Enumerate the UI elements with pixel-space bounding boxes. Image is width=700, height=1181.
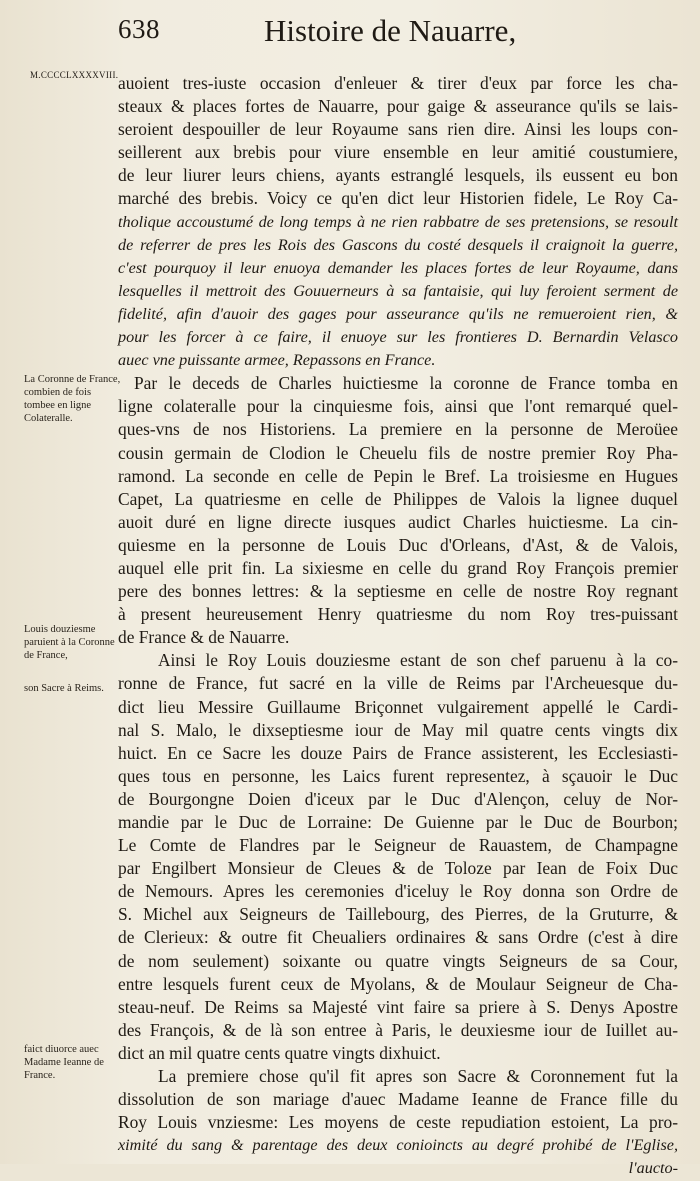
text-line: cousin germain de Clodion le Cheuelu fils de nostre premier Roy Pha- [118,442,678,463]
running-title: Histoire de Nauarre, [264,13,517,48]
text-line: auoient tres-iuste occasion d'enleuer & tirer d'eux par force les cha- [118,73,678,93]
text-line: auquel elle prit fin. La sixiesme en celle du grand Roy François premier [118,557,678,578]
text-line-italic: c'est pourquoy il leur enuoya demander les places fortes de leur Royaume, dans [118,258,678,277]
text-line: mandie par le Duc de Lorraine: De Guienne par le Duc de Bourbon; [118,812,678,832]
text-line-italic: tholique accoustumé de long temps à ne rien rabbatre de ses pretensions, se resoult [118,212,678,231]
text-line: dict an mil quatre cents quatre vingts dixhuict. [118,1042,441,1063]
text-line: marché des brebis. Voicy ce qu'en dict leur Historien fidele, Le Roy Ca- [118,188,678,209]
text-line: ques-vns de nos Historiens. La premiere en la personne de Meroüee [118,419,678,440]
text-line: La premiere chose qu'il fit apres son Sacre & Coronnement fut la [158,1066,678,1087]
text-line-italic: pour les forcer à ce faire, il enuoye sur les frontieres D. Bernardin Velasco [118,328,678,347]
year-margin-note: M.CCCCLXXXXVIII. [30,70,119,80]
text-line: Capet, La quatriesme en celle de Philippes de Valois la lignee duquel [118,488,678,509]
text-line: ques tous en personne, les Laics furent representez, à sçauoir le Duc [118,765,678,786]
text-line: de Clerieux: & outre fit Cheualiers ordinaires & sans Ordre (c'est à dire [118,927,678,948]
text-line: Ainsi le Roy Louis douziesme estant de son chef paruenu à la co- [158,650,678,671]
text-line: auoit duré en ligne directe iusques audict Charles huictiesme. La cin- [118,511,678,532]
text-line-italic: fidelité, afin d'auoir des gages pour asseurance qu'ils ne remueroient rien, & [118,304,678,323]
text-line: des François, & de là son entree à Paris, le deuxiesme iour de Iuillet au- [118,1019,678,1040]
margin-note-diuorce: faict diuorce auec Madame Ieanne de France. [24,1044,104,1081]
text-line: entre lesquels furent ceux de Myolans, & de Moulaur Seigneur de Cha- [118,973,678,994]
text-line-italic: lesquelles il mettroit des Gouuerneurs à sa fantaisie, qui luy feroient serment de [118,281,678,300]
text-line: quiesme en la personne de Louis Duc d'Orleans, d'Ast, & de Valois, [118,534,678,555]
text-line: nal S. Malo, le dixseptiesme iour de May mil quatre cents vingts dix [118,719,678,740]
text-line: steaux & places fortes de Nauarre, pour gaige & asseurance qu'ils se lais- [118,96,678,117]
text-line: Le Comte de Flandres par le Seigneur de Rauastem, de Champagne [118,835,678,856]
page-number: 638 [118,14,160,44]
text-line: Roy Louis vnziesme: Les moyens de ceste repudiation estoient, La pro- [118,1112,678,1133]
text-line: de Nemours. Apres les ceremonies d'iceluy le Roy donna son Ordre de [118,881,678,902]
text-line: Par le deceds de Charles huictiesme la coronne de France tomba en [134,373,678,394]
text-line: de leur liurer leurs chiens, ayants estranglé lesquels, ils eussent eu bon [118,165,678,186]
text-line: seillerent aux brebis pour viure ensemble en leur amitié coustumiere, [118,142,678,163]
text-line: steau-neuf. De Reims sa Majesté vint faire sa priere à S. Denys Apostre [118,996,678,1017]
text-line-italic: auec vne puissante armee, Repassons en France. [118,351,436,370]
page-header [118,13,517,48]
text-line: ligne colateralle pour la cinquiesme fois, ainsi que l'ont remarqué quel- [118,396,678,417]
text-line: de Bourgongne Doien d'iceux par le Duc d'Alençon, celuy de Nor- [118,788,678,809]
catchword: l'aucto- [628,1159,678,1178]
text-line: pere des bonnes lettres: & la septiesme en celle de nostre Roy regnant [118,581,678,602]
text-line: dict lieu Messire Guillaume Briçonnet vulgairement appellé le Cardi- [118,696,678,717]
text-line: de France & de Nauarre. [118,627,290,648]
text-line: à present heureusement Henry quatriesme du nom Roy tres-puissant [118,604,678,625]
text-line: S. Michel aux Seigneurs de Taillebourg, des Pierres, de la Gruturre, & [118,904,678,925]
text-line-italic: de referrer de pres les Rois des Gascons du costé desquels il craignoit la guerre, [118,235,678,254]
margin-note-sacre: son Sacre à Reims. [24,683,104,694]
text-line-italic: ximité du sang & parentage des deux conioincts au degré prohibé de l'Eglise, [118,1136,678,1155]
text-line: huict. En ce Sacre les douze Pairs de France assisterent, les Ecclesiasti- [118,742,678,763]
text-line: seroient despouiller de leur Royaume sans rien dire. Ainsi les loups con- [118,119,678,140]
margin-note-coronne: La Coronne de France, combien de fois tombee en ligne Colateralle. [24,374,121,424]
text-line: ramond. La seconde en celle de Pepin le Bref. La troisiesme en Hugues [118,465,678,486]
text-line: de nom seulement) soixante ou quatre vingts Seigneurs de sa Cour, [118,950,678,971]
text-line: ronne de France, fut sacré en la ville de Reims par l'Archeuesque du- [118,673,678,694]
text-line: par Engilbert Monsieur de Cleues & de Toloze par Iean de Foix Duc [118,858,678,879]
margin-note-louis: Louis douziesme paruient à la Coronne de France, [24,624,115,661]
text-line: dissolution de son mariage d'auec Madame Ieanne de France fille du [118,1089,678,1110]
body-text [118,72,678,1181]
